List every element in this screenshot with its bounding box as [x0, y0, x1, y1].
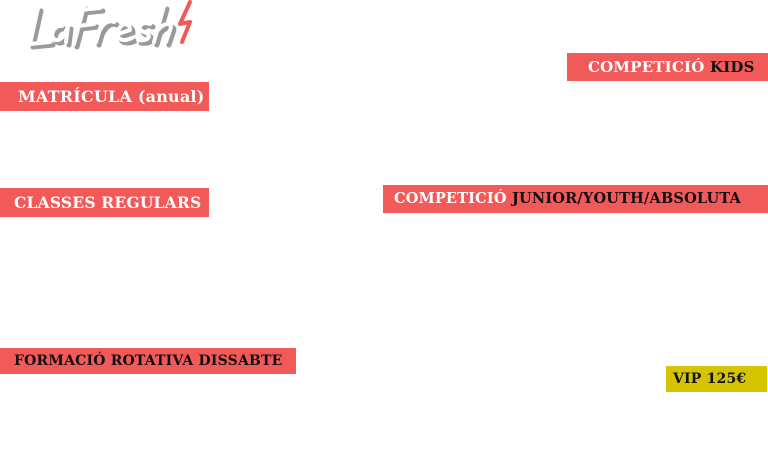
tag-matricula-text: MATRÍCULA (anual) [18, 86, 205, 106]
tag-competicio-kids-prefix: COMPETICIÓ [588, 57, 705, 76]
tag-competicio-junior [383, 185, 768, 213]
tag-competicio-kids [567, 53, 768, 81]
tag-vip-text: VIP 125€ [673, 371, 747, 387]
tag-matricula [0, 82, 209, 111]
tag-classes-regulars-text: CLASSES REGULARS [14, 192, 202, 212]
tag-formacio-rotativa [0, 348, 296, 374]
lafresh-logo-graphic [24, 0, 214, 56]
tag-competicio-junior-prefix: COMPETICIÓ [394, 189, 507, 207]
tag-competicio-kids-suffix: KIDS [709, 57, 755, 76]
tag-classes-regulars [0, 188, 209, 217]
tag-formacio-rotativa-text: FORMACIÓ ROTATIVA DISSABTE [14, 353, 283, 369]
tag-vip [666, 366, 767, 392]
tag-competicio-junior-suffix: JUNIOR/YOUTH/ABSOLUTA [511, 189, 742, 207]
lafresh-logo [24, 0, 214, 56]
